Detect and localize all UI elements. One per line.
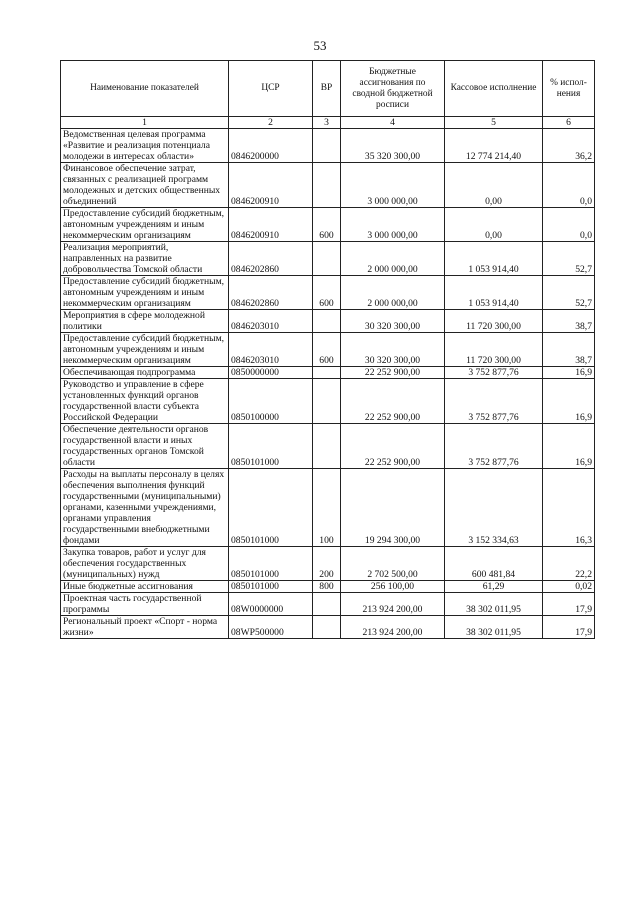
table-row [61,276,595,310]
cell-pct: 17,9 [543,593,595,616]
table-header-row [61,61,595,117]
column-number: 4 [341,117,445,129]
header-name: Наименование показателей [61,61,229,117]
cell-cash: 3 752 877,76 [445,367,543,379]
table-row [61,333,595,367]
header-csr: ЦСР [229,61,313,117]
header-budget: Бюджетные ассигнования по сводной бюджетной росписи [341,61,445,117]
cell-name: Предоставление субсидий бюджетным, автономным учреждениям и иным некоммерческим организациям [61,333,229,367]
cell-budget: 213 924 200,00 [341,593,445,616]
cell-name: Обеспечивающая подпрограмма [61,367,229,379]
table-row [61,581,595,593]
cell-name: Расходы на выплаты персоналу в целях обеспечения выполнения функций государственными (муниципальными) органами, казенными учреждениями, органами управления государственными внебюджетными фондами [61,469,229,547]
budget-execution-table [60,60,595,639]
table-row [61,424,595,469]
cell-pct: 16,9 [543,424,595,469]
cell-budget: 3 000 000,00 [341,208,445,242]
table-row [61,208,595,242]
cell-vr [313,593,341,616]
cell-budget: 22 252 900,00 [341,379,445,424]
cell-csr: 0846200910 [229,208,313,242]
column-number: 1 [61,117,229,129]
column-number: 3 [313,117,341,129]
cell-vr: 600 [313,276,341,310]
cell-pct: 52,7 [543,276,595,310]
cell-budget: 2 000 000,00 [341,242,445,276]
table-row [61,379,595,424]
table-row [61,310,595,333]
cell-csr: 0850101000 [229,547,313,581]
cell-csr: 0846200000 [229,129,313,163]
cell-name: Обеспечение деятельности органов государственной власти и иных государственных органов Томской области [61,424,229,469]
cell-name: Ведомственная целевая программа «Развитие и реализация потенциала молодежи в интересах области» [61,129,229,163]
cell-budget: 22 252 900,00 [341,424,445,469]
cell-cash: 12 774 214,40 [445,129,543,163]
cell-pct: 16,9 [543,379,595,424]
table-row [61,242,595,276]
cell-cash: 11 720 300,00 [445,333,543,367]
cell-csr: 08WP500000 [229,616,313,639]
table-row [61,593,595,616]
column-number: 2 [229,117,313,129]
table-row [61,469,595,547]
cell-cash: 0,00 [445,163,543,208]
cell-csr: 0850101000 [229,469,313,547]
cell-pct: 22,2 [543,547,595,581]
cell-vr [313,367,341,379]
cell-name: Иные бюджетные ассигнования [61,581,229,593]
cell-cash: 3 752 877,76 [445,379,543,424]
cell-budget: 213 924 200,00 [341,616,445,639]
cell-vr: 800 [313,581,341,593]
cell-csr: 08W0000000 [229,593,313,616]
cell-csr: 0846202860 [229,276,313,310]
cell-vr [313,616,341,639]
cell-name: Региональный проект «Спорт - норма жизни» [61,616,229,639]
cell-budget: 30 320 300,00 [341,333,445,367]
cell-vr: 200 [313,547,341,581]
table-row [61,163,595,208]
cell-budget: 22 252 900,00 [341,367,445,379]
cell-cash: 3 752 877,76 [445,424,543,469]
cell-budget: 35 320 300,00 [341,129,445,163]
cell-vr [313,424,341,469]
cell-vr [313,163,341,208]
cell-cash: 3 152 334,63 [445,469,543,547]
column-number: 5 [445,117,543,129]
cell-csr: 0846203010 [229,310,313,333]
cell-pct: 16,3 [543,469,595,547]
cell-name: Закупка товаров, работ и услуг для обеспечения государственных (муниципальных) нужд [61,547,229,581]
table-row [61,367,595,379]
cell-pct: 0,0 [543,208,595,242]
cell-csr: 0850101000 [229,424,313,469]
cell-vr: 600 [313,333,341,367]
cell-budget: 30 320 300,00 [341,310,445,333]
cell-cash: 11 720 300,00 [445,310,543,333]
cell-cash: 1 053 914,40 [445,242,543,276]
cell-pct: 17,9 [543,616,595,639]
cell-name: Предоставление субсидий бюджетным, автономным учреждениям и иным некоммерческим организациям [61,208,229,242]
header-pct: % испол-нения [543,61,595,117]
table-body [61,129,595,639]
cell-budget: 2 702 500,00 [341,547,445,581]
cell-name: Реализация мероприятий, направленных на развитие добровольчества Томской области [61,242,229,276]
header-vr: ВР [313,61,341,117]
cell-cash: 38 302 011,95 [445,616,543,639]
cell-pct: 0,02 [543,581,595,593]
cell-name: Проектная часть государственной программы [61,593,229,616]
cell-cash: 38 302 011,95 [445,593,543,616]
cell-name: Предоставление субсидий бюджетным, автономным учреждениям и иным некоммерческим организациям [61,276,229,310]
cell-budget: 2 000 000,00 [341,276,445,310]
cell-csr: 0850100000 [229,379,313,424]
cell-cash: 1 053 914,40 [445,276,543,310]
cell-csr: 0846203010 [229,333,313,367]
table-row [61,616,595,639]
cell-vr [313,129,341,163]
cell-budget: 256 100,00 [341,581,445,593]
cell-vr [313,242,341,276]
page-number: 53 [313,38,327,53]
cell-vr [313,310,341,333]
cell-cash: 600 481,84 [445,547,543,581]
cell-csr: 0846200910 [229,163,313,208]
cell-budget: 19 294 300,00 [341,469,445,547]
header-cash: Кассовое исполнение [445,61,543,117]
cell-pct: 36,2 [543,129,595,163]
cell-budget: 3 000 000,00 [341,163,445,208]
cell-csr: 0850101000 [229,581,313,593]
column-number: 6 [543,117,595,129]
cell-cash: 0,00 [445,208,543,242]
column-number-row [61,117,595,129]
cell-vr: 600 [313,208,341,242]
cell-pct: 16,9 [543,367,595,379]
cell-pct: 52,7 [543,242,595,276]
table-row [61,129,595,163]
cell-csr: 0846202860 [229,242,313,276]
cell-cash: 61,29 [445,581,543,593]
cell-pct: 38,7 [543,333,595,367]
cell-name: Финансовое обеспечение затрат, связанных с реализацией программ молодежных и детских общественных объединений [61,163,229,208]
cell-pct: 0,0 [543,163,595,208]
cell-name: Мероприятия в сфере молодежной политики [61,310,229,333]
table-row [61,547,595,581]
cell-name: Руководство и управление в сфере установленных функций органов государственной власти субъекта Российской Федерации [61,379,229,424]
cell-vr [313,379,341,424]
cell-vr: 100 [313,469,341,547]
cell-csr: 0850000000 [229,367,313,379]
cell-pct: 38,7 [543,310,595,333]
